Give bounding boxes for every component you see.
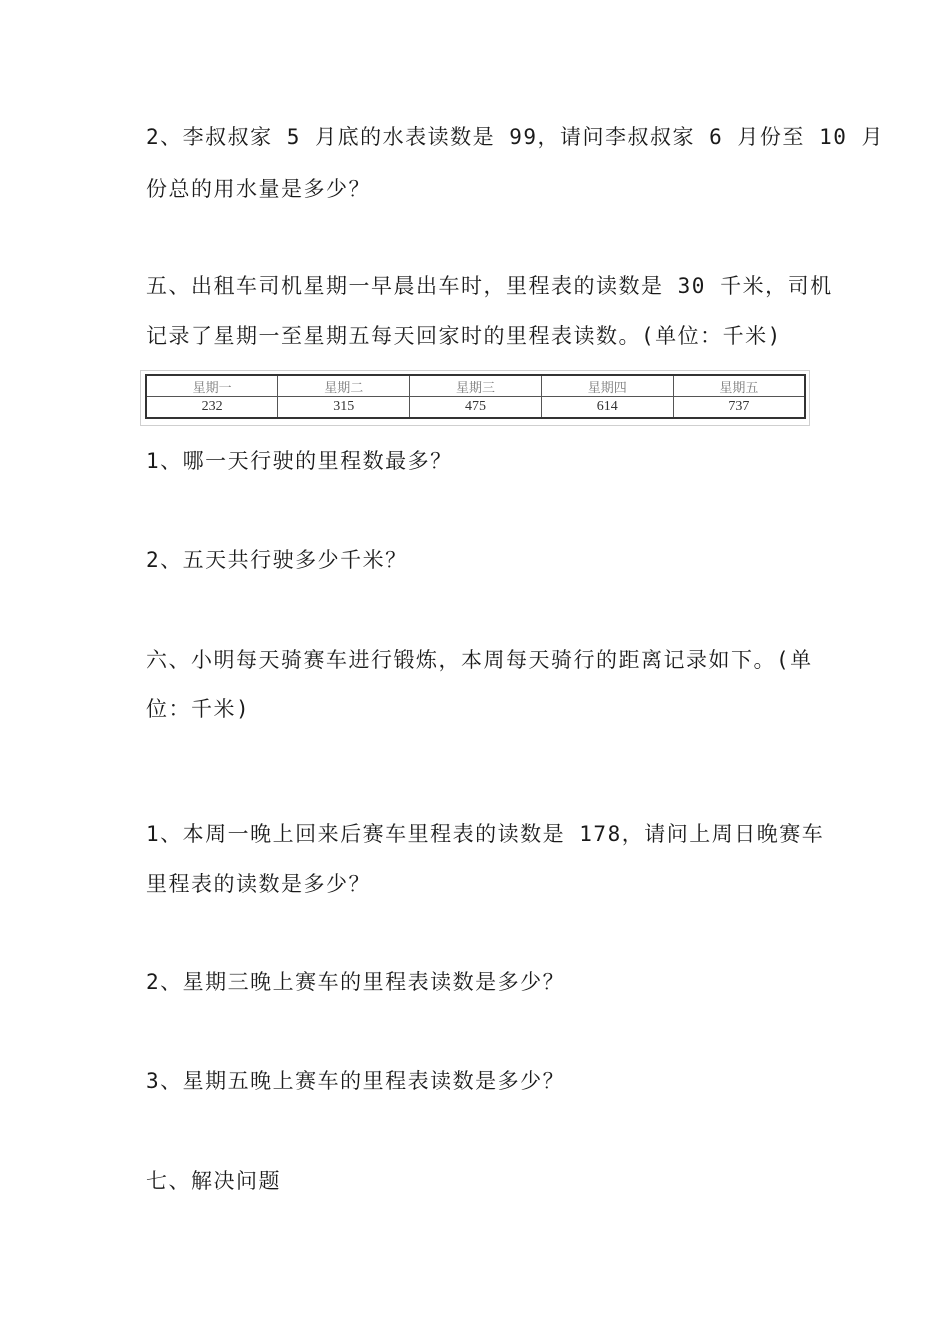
table-cell: 614 [541, 397, 673, 419]
section-6-question-3: 3、星期五晚上赛车的里程表读数是多少？ [146, 1069, 566, 1093]
section-7-title: 七、解决问题 [146, 1169, 281, 1193]
section-6-question-1-line-1: 1、本周一晚上回来后赛车里程表的读数是 178，请问上周日晚赛车 [146, 822, 825, 846]
odometer-table [145, 374, 806, 419]
section-5-question-2: 2、五天共行驶多少千米？ [146, 548, 408, 572]
table-header-cell: 星期一 [146, 375, 278, 397]
table-header-row [146, 375, 805, 397]
table-cell: 737 [673, 397, 805, 419]
table-cell: 475 [410, 397, 542, 419]
section-6-line-1: 六、小明每天骑赛车进行锻炼，本周每天骑行的距离记录如下。(单 [146, 648, 813, 672]
table-header-cell: 星期五 [673, 375, 805, 397]
section-6-question-2: 2、星期三晚上赛车的里程表读数是多少？ [146, 970, 566, 994]
q2-line-1: 2、李叔叔家 5 月底的水表读数是 99，请问李叔叔家 6 月份至 10 月 [146, 125, 885, 149]
q2-line-2: 份总的用水量是多少？ [146, 177, 371, 201]
table-header-cell: 星期三 [410, 375, 542, 397]
table-row [146, 397, 805, 419]
section-5-line-1: 五、出租车司机星期一早晨出车时，里程表的读数是 30 千米，司机 [146, 274, 833, 298]
section-5-question-1: 1、哪一天行驶的里程数最多？ [146, 449, 453, 473]
table-header-cell: 星期四 [541, 375, 673, 397]
table-cell: 232 [146, 397, 278, 419]
section-6-line-2: 位：千米) [146, 697, 251, 721]
table-cell: 315 [278, 397, 410, 419]
section-6-question-1-line-2: 里程表的读数是多少？ [146, 872, 371, 896]
table-header-cell: 星期二 [278, 375, 410, 397]
section-5-line-2: 记录了星期一至星期五每天回家时的里程表读数。(单位：千米) [146, 324, 782, 348]
